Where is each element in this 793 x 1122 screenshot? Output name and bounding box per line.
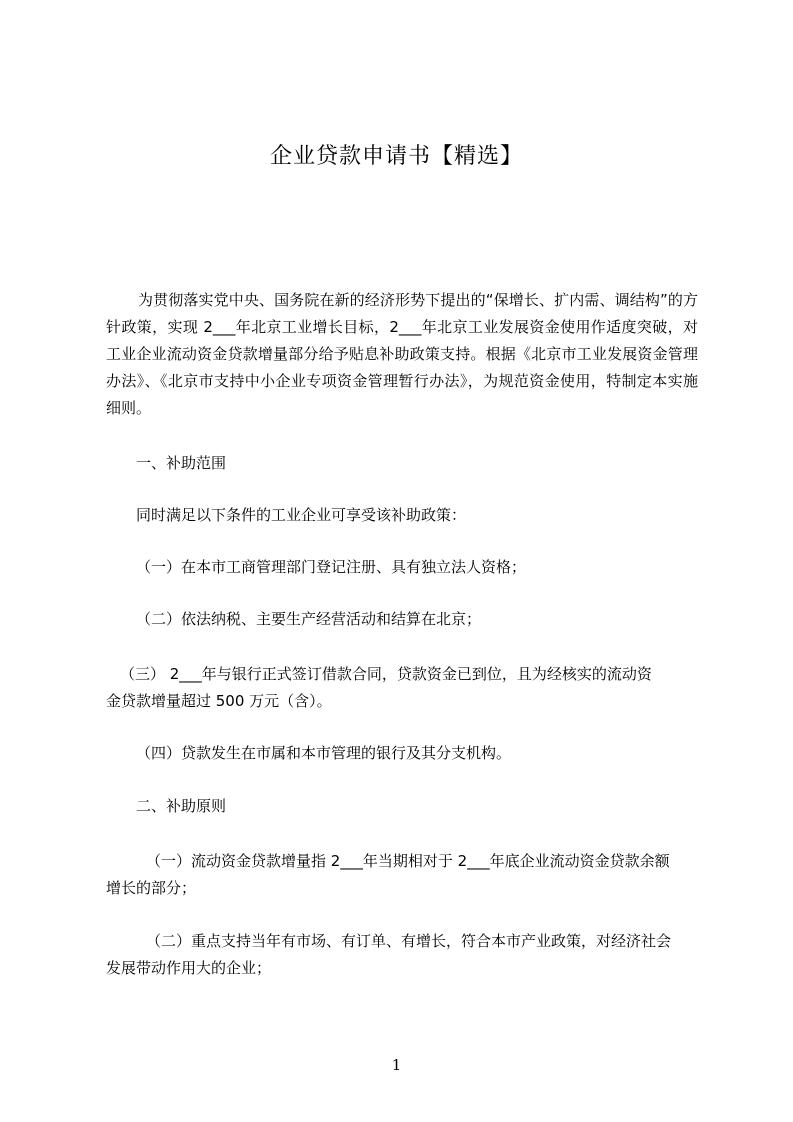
condition-item-2: （二）依法纳税、主要生产经营活动和结算在北京； bbox=[136, 610, 482, 628]
section-heading-principles: 二、补助原则 bbox=[136, 797, 227, 815]
principle-item-1-line-1: （一）流动资金贷款增量指 2___年当期相对于 2___年底企业流动资金贷款余额 bbox=[146, 852, 670, 870]
document-title: 企业贷款申请书【精选】 bbox=[269, 144, 523, 169]
scope-lead-text: 同时满足以下条件的工业企业可享受该补助政策： bbox=[136, 506, 467, 524]
page-number: 1 bbox=[391, 1056, 402, 1074]
principle-item-2-line-1: （二）重点支持当年有市场、有订单、有增长，符合本市产业政策，对经济社会 bbox=[146, 932, 672, 950]
principle-item-2-line-2: 发展带动作用大的企业； bbox=[106, 959, 272, 977]
condition-item-3-line-2: 金贷款增量超过 500 万元（含）。 bbox=[106, 692, 332, 710]
section-heading-scope: 一、补助范围 bbox=[136, 454, 227, 472]
intro-paragraph: 为贯彻落实党中央、国务院在新的经济形势下提出的“保增长、扩内需、调结构”的方针政策，实现 2___年北京工业增长目标，2___年北京工业发展资金使用作适度突破，对工业企业流动资金贷款增量部分给予贴息补助政策支持。根据《北京市工业发展资金管理办法》、《北京市支持中小企业专项资金管理暂行办法》，为规范资金使用，特制定本实施细则。 bbox=[106, 291, 698, 417]
condition-item-4: （四）贷款发生在市属和本市管理的银行及其分支机构。 bbox=[136, 744, 512, 762]
principle-item-1-line-2: 增长的部分； bbox=[106, 879, 197, 897]
condition-item-3-line-1: （三） 2___年与银行正式签订借款合同，贷款资金已到位，且为经核实的流动资 bbox=[120, 665, 652, 683]
condition-item-1: （一）在本市工商管理部门登记注册、具有独立法人资格； bbox=[136, 558, 527, 576]
